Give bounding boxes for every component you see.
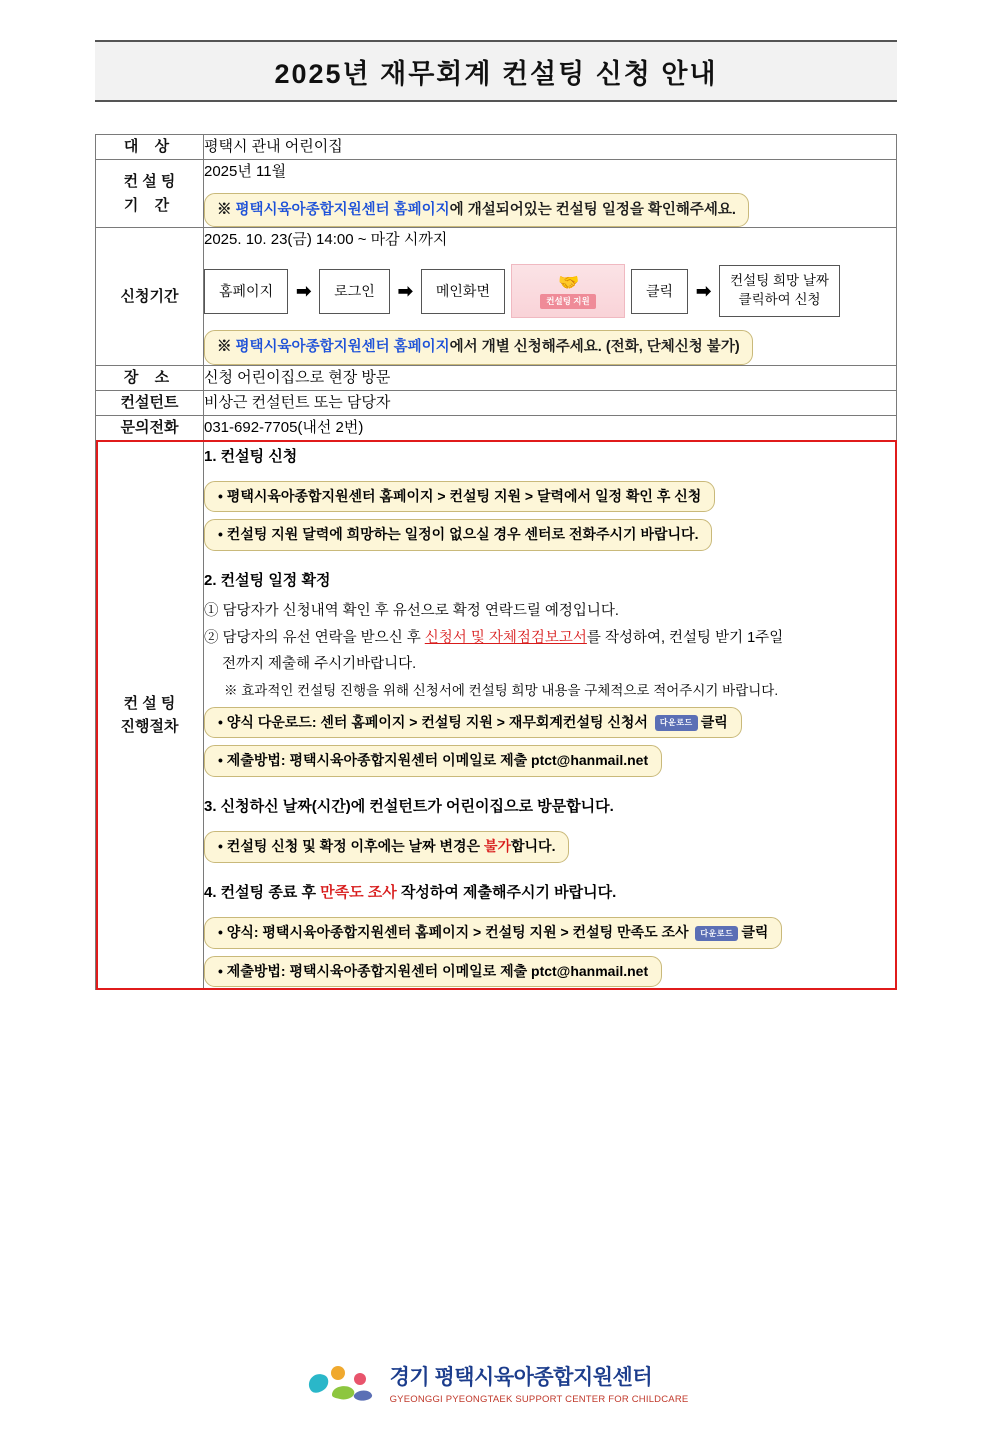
apply-period-text: 2025. 10. 23(금) 14:00 ~ 마감 시까지 [204, 231, 448, 249]
spacer [204, 553, 896, 565]
spacer [204, 779, 896, 791]
apply-flow-diagram [204, 264, 896, 318]
step2-box1-a: • 양식 다운로드: 센터 홈페이지 > 컨설팅 지원 > 재무회계컨설팅 신청서 [218, 713, 652, 730]
row-label-apply: 신청기간 [96, 228, 204, 365]
procedure-step1-box1: • 평택시육아종합지원센터 홈페이지 > 컨설팅 지원 > 달력에서 일정 확인 후 신청 [204, 481, 715, 513]
procedure-step3-box1 [204, 831, 569, 863]
period-note-prefix: ※ [217, 202, 236, 218]
hearts-icon: 🤝 [558, 272, 578, 292]
table-row-place [96, 365, 897, 390]
period-note-rest: 에 개설되어있는 컨설팅 일정을 확인해주세요. [449, 202, 736, 218]
logo-text-main: 경기 평택시육아종합지원센터 [389, 1366, 653, 1389]
table-row-consultant [96, 390, 897, 415]
step2-note-highlight: 구체적 [584, 682, 624, 698]
procedure-step1-heading: 1. 컨설팅 신청 [204, 447, 298, 465]
page-title: 2025년 재무회계 컨설팅 신청 안내 [274, 58, 718, 89]
flow-step-homepage: 홈페이지 [204, 269, 288, 315]
procedure-step2-item2-cont: 전까지 제출해 주시기바랍니다. [222, 656, 417, 673]
period-text: 2025년 11월 [204, 163, 287, 180]
procedure-step1-box2: • 컨설팅 지원 달력에 희망하는 일정이 없으실 경우 센터로 전화주시기 바랍니다. [204, 519, 712, 551]
row-label-consultant: 컨설턴트 [96, 390, 204, 415]
arrow-icon: ➡ [696, 280, 712, 301]
step4-head-b: 작성하여 제출해주시기 바랍니다. [396, 883, 617, 901]
table-row-period [96, 160, 897, 228]
logo-svg [304, 1361, 378, 1405]
step4-head-highlight: 만족도 조사 [320, 883, 397, 901]
procedure-step2-heading: 2. 컨설팅 일정 확정 [204, 572, 331, 590]
procedure-step2-item1: ① 담당자가 신청내역 확인 후 유선으로 확정 연락드릴 예정입니다. [204, 603, 619, 620]
row-value-apply [204, 228, 897, 365]
procedure-step4-box2: • 제출방법: 평택시육아종합지원센터 이메일로 제출 ptct@hanmail.net [204, 956, 662, 988]
apply-note-rest: 에서 개별 신청해주세요. (전화, 단체신청 불가) [449, 339, 740, 356]
procedure-step2-item2 [204, 627, 896, 650]
period-note [204, 193, 749, 227]
step2-note-a: ※ 효과적인 컨설팅 진행을 위해 신청서에 컨설팅 희망 내용을 [224, 682, 585, 698]
procedure-step4-box1 [204, 917, 782, 949]
arrow-icon: ➡ [296, 280, 312, 301]
step4-box1-b: 클릭 [741, 924, 769, 941]
step3-box-b: 합니다. [511, 838, 556, 855]
step4-box1-a: • 양식: 평택시육아종합지원센터 홈페이지 > 컨설팅 지원 > 컨설팅 만족도 조사 [218, 924, 693, 941]
logo-text-sub: GYEONGGI PYEONGTAEK SUPPORT CENTER FOR CHILDCARE [389, 1394, 689, 1405]
flow-step-select-date: 컨설팅 희망 날짜 클릭하여 신청 [719, 265, 840, 317]
logo-text-block [390, 1361, 689, 1405]
step2-box1-b: 클릭 [700, 713, 728, 730]
step3-box-highlight: 불가 [483, 838, 511, 855]
step2-item2-b: 를 작성하여, 컨설팅 받기 1주일 [586, 629, 784, 646]
procedure-step2-box2: • 제출방법: 평택시육아종합지원센터 이메일로 제출 ptct@hanmail.net [204, 745, 662, 777]
table-row-procedure [96, 440, 897, 990]
table-row-phone [96, 415, 897, 440]
info-table [95, 134, 897, 990]
document-page [0, 40, 992, 1443]
procedure-step2-note [204, 680, 896, 702]
step4-head-a: 4. 컨설팅 종료 후 [204, 883, 321, 901]
period-note-link: 평택시육아종합지원센터 홈페이지 [235, 202, 450, 218]
center-logo-icon [304, 1361, 378, 1405]
row-value-phone: 031-692-7705(내선 2번) [204, 415, 897, 440]
footer-logo [0, 1361, 992, 1405]
row-label-phone: 문의전화 [96, 415, 204, 440]
apply-note [204, 330, 753, 364]
row-value-period [204, 160, 897, 228]
row-value-place: 신청 어린이집으로 현장 방문 [204, 365, 897, 390]
step2-item2-a: ② 담당자의 유선 연락을 받으신 후 [204, 629, 425, 646]
procedure-step4-heading [204, 881, 896, 905]
flow-step-login: 로그인 [319, 269, 390, 315]
row-label-target: 대 상 [96, 135, 204, 160]
step2-note-b: 으로 적어주시기 바랍니다. [623, 682, 779, 698]
step2-item2-highlight: 신청서 및 자체점검보고서 [424, 629, 587, 646]
row-value-consultant: 비상근 컨설턴트 또는 담당자 [204, 390, 897, 415]
consulting-support-banner[interactable] [511, 264, 625, 318]
flow-step-mainscreen: 메인화면 [421, 269, 505, 315]
download-chip[interactable]: 다운로드 [695, 926, 738, 941]
banner-caption: 컨설팅 지원 [540, 294, 595, 310]
step3-box-a: • 컨설팅 신청 및 확정 이후에는 날짜 변경은 [218, 838, 484, 855]
row-label-place: 장 소 [96, 365, 204, 390]
row-value-target: 평택시 관내 어린이집 [204, 135, 897, 160]
procedure-step3-heading: 3. 신청하신 날짜(시간)에 컨설턴트가 어린이집으로 방문합니다. [204, 797, 614, 815]
row-value-procedure [204, 440, 897, 990]
table-row-apply [96, 228, 897, 365]
procedure-step2-box1 [204, 707, 742, 739]
apply-note-link: 평택시육아종합지원센터 홈페이지 [235, 339, 450, 356]
arrow-icon: ➡ [397, 280, 413, 301]
row-label-procedure: 컨 설 팅 진행절차 [96, 440, 204, 990]
table-row-target [96, 135, 897, 160]
spacer [204, 865, 896, 877]
flow-step-click: 클릭 [631, 269, 688, 315]
row-label-period: 컨 설 팅 기 간 [96, 160, 204, 228]
download-chip[interactable]: 다운로드 [655, 715, 698, 730]
apply-note-prefix: ※ [217, 339, 236, 356]
page-title-bar [95, 40, 897, 102]
